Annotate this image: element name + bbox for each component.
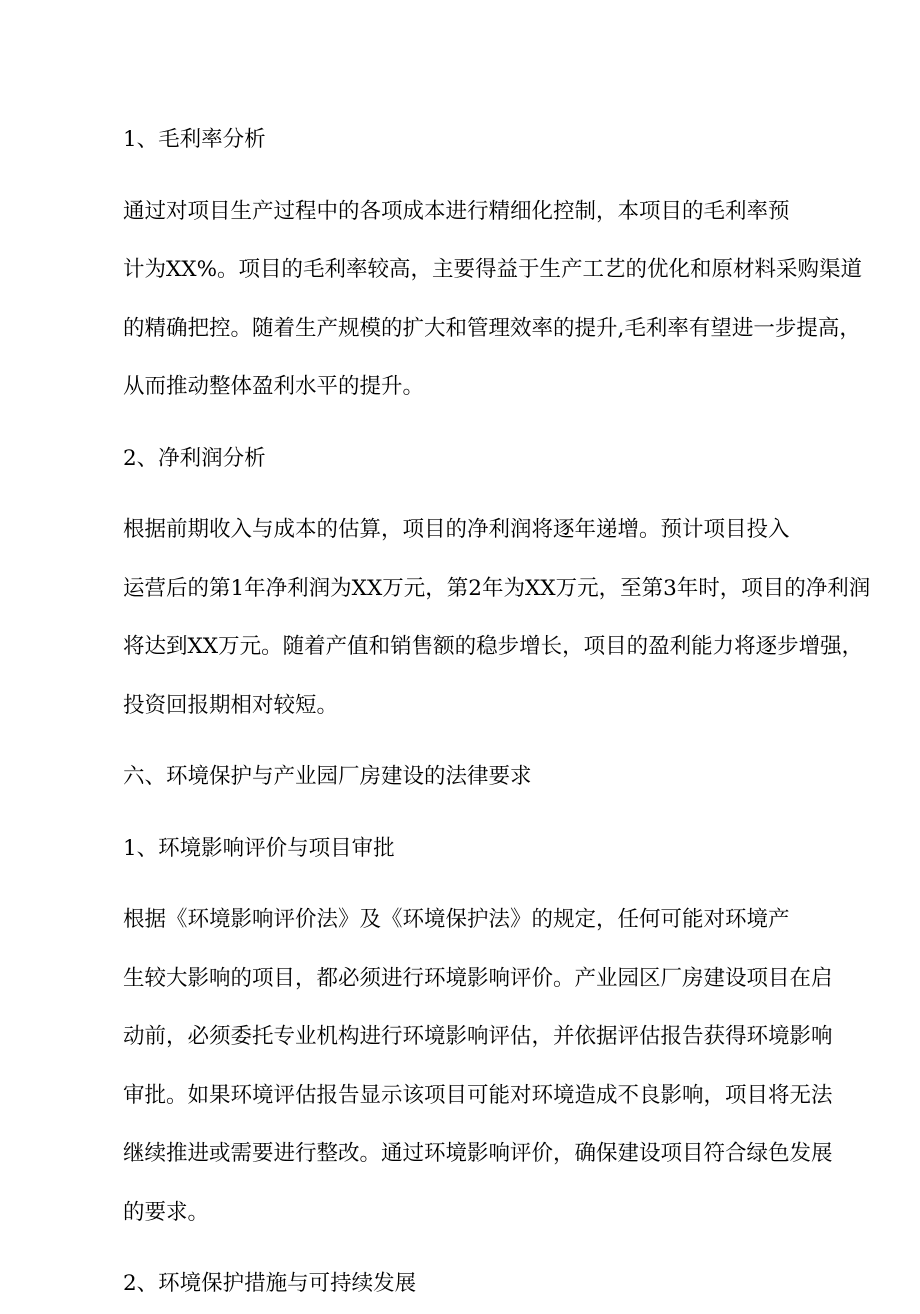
text-line: 的要求。 [123, 1199, 210, 1225]
paragraph-net-profit [76, 501, 871, 735]
text-line: 审批。如果环境评估报告显示该项目可能对环境造成不良影响，项目将无法 [123, 1082, 833, 1108]
text-line: 根据《环境影响评价法》及《环境保护法》的规定，任何可能对环境产 [123, 907, 790, 932]
paragraph-eia-approval [76, 891, 862, 1242]
section-heading-sustainability: 2、环境保护措施与可持续发展 [123, 1271, 417, 1296]
paragraph-gross-margin [76, 183, 862, 417]
text-line: 投资回报期相对较短。 [123, 692, 339, 718]
text-line: 根据前期收入与成本的估算，项目的净利润将逐年递增。预计项目投入 [123, 517, 790, 542]
text-line: 通过对项目生产过程中的各项成本进行精细化控制，本项目的毛利率预 [123, 198, 790, 224]
text-line: 动前，必须委托专业机构进行环境影响评估，并依据评估报告获得环境影响 [123, 1024, 833, 1049]
text-line: 的精确把控。随着生产规模的扩大和管理效率的提升,毛利率有望进一步提高， [123, 315, 861, 341]
chapter-heading-environmental-law: 六、环境保护与产业园厂房建设的法律要求 [123, 764, 532, 789]
text-line: 生较大影响的项目，都必须进行环境影响评价。产业园区厂房建设项目在启 [123, 965, 833, 991]
section-heading-eia-approval: 1、环境影响评价与项目审批 [123, 835, 395, 861]
text-line: 运营后的第1年净利润为XX万元，第2年为XX万元，至第3年时，项目的净利润 [123, 575, 871, 601]
text-line: 从而推动整体盈利水平的提升。 [123, 374, 425, 399]
section-heading-net-profit: 2、净利润分析 [123, 445, 266, 471]
section-heading-gross-margin: 1、毛利率分析 [123, 127, 266, 152]
text-line: 继续推进或需要进行整改。通过环境影响评价，确保建设项目符合绿色发展 [123, 1141, 833, 1166]
text-line: 将达到XX万元。随着产值和销售额的稳步增长，项目的盈利能力将逐步增强， [123, 634, 864, 659]
text-line: 计为XX%。项目的毛利率较高，主要得益于生产工艺的优化和原材料采购渠道 [123, 257, 863, 282]
